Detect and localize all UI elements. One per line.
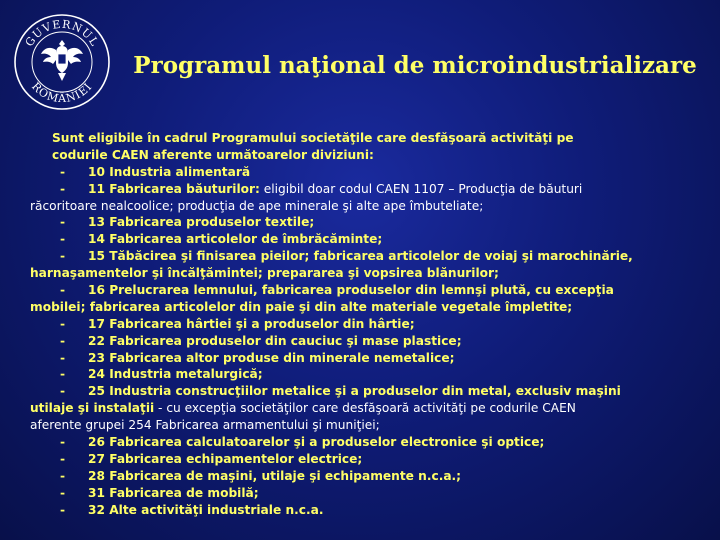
list-item-15 [42,248,692,265]
page-title: Programul naţional de microindustrializare [133,52,697,79]
list-item-25-continuation [30,400,692,417]
list-item-16 [42,282,692,299]
item-label: 26 Fabricarea calculatoarelor şi a produselor electronice şi optice; [88,435,545,450]
eligibility-content [30,130,692,518]
romanian-coat-of-arms-icon [12,12,112,112]
item-label: 15 Tăbăcirea şi finisarea pieilor; fabricarea articolelor de voiaj şi marochinărie, [88,249,633,264]
item-label: 13 Fabricarea produselor textile; [88,215,315,230]
item-label: 17 Fabricarea hârtiei şi a produselor din hârtie; [88,316,415,331]
bullet-dash: - [60,502,66,517]
bullet-dash: - [60,232,66,247]
list-item-11-continuation: răcoritoare nealcoolice; producţia de ape minerale şi alte ape îmbuteliate; [30,198,484,213]
list-item-14 [42,231,692,248]
list-item-15-continuation: harnaşamentelor şi încălţămintei; prepararea şi vopsirea blănurilor; [30,266,499,281]
bullet-dash: - [60,451,66,466]
bullet-dash: - [60,181,66,196]
item-label: 14 Fabricarea articolelor de îmbrăcăminte; [88,232,383,247]
list-item-22 [42,333,692,350]
bullet-dash: - [60,485,66,500]
bullet-dash: - [60,384,66,399]
bullet-dash: - [60,367,66,382]
item-label: 32 Alte activităţi industriale n.c.a. [88,502,324,517]
bullet-dash: - [60,316,66,331]
bullet-dash: - [60,435,66,450]
list-item-13 [42,214,692,231]
logo-top-text: GUVERNUL [22,17,102,49]
item-label: 24 Industria metalurgică; [88,367,263,382]
bullet-dash: - [60,215,66,230]
list-item-27 [42,451,692,468]
list-item-26 [42,434,692,451]
item-label: 28 Fabricarea de maşini, utilaje şi echipamente n.c.a.; [88,468,462,483]
intro-line-2: codurile CAEN aferente următoarelor diviziuni: [52,147,374,162]
eagle-icon [41,40,83,81]
item-continuation-bold: utilaje şi instalaţii [30,401,155,416]
list-item-32 [42,502,692,519]
list-item-31 [42,485,692,502]
bullet-dash: - [60,164,66,179]
item-label: 25 Industria construcţiilor metalice şi a produselor din metal, exclusiv maşini [88,384,621,399]
item-label: 16 Prelucrarea lemnului, fabricarea produselor din lemnşi plută, cu excepţia [88,283,614,298]
bullet-dash: - [60,249,66,264]
item-exception-note: - cu excepţia societăţilor care desfăşoară activităţi pe codurile CAEN [154,401,576,416]
list-item-10 [42,164,692,181]
item-label: 23 Fabricarea altor produse din minerale nemetalice; [88,350,455,365]
list-item-25 [42,383,692,400]
intro-line-1: Sunt eligibile în cadrul Programului societăţile care desfăşoară activităţi pe [52,131,574,145]
bullet-dash: - [60,468,66,483]
bullet-dash: - [60,283,66,298]
bullet-dash: - [60,333,66,348]
list-item-24 [42,366,692,383]
item-label: 27 Fabricarea echipamentelor electrice; [88,451,363,466]
item-label: 11 Fabricarea băuturilor: [88,181,260,196]
list-item-11 [42,181,692,198]
list-item-23 [42,350,692,367]
list-item-28 [42,468,692,485]
government-logo [12,12,112,112]
logo-bottom-text: ROMÂNIEI [29,79,95,106]
svg-text:ROMÂNIEI [29,80,95,105]
bullet-dash: - [60,350,66,365]
item-label: 10 Industria alimentară [88,164,251,179]
list-item-16-continuation: mobilei; fabricarea articolelor din paie şi din alte materiale vegetale împletite; [30,299,573,314]
item-label: 22 Fabricarea produselor din cauciuc şi mase plastice; [88,333,462,348]
list-item-25-continuation-2: aferente grupei 254 Fabricarea armamentului şi muniţiei; [30,418,380,433]
item-label: 31 Fabricarea de mobilă; [88,485,259,500]
list-item-17 [42,316,692,333]
item-note: eligibil doar codul CAEN 1107 – Producţia de băuturi [259,181,583,196]
